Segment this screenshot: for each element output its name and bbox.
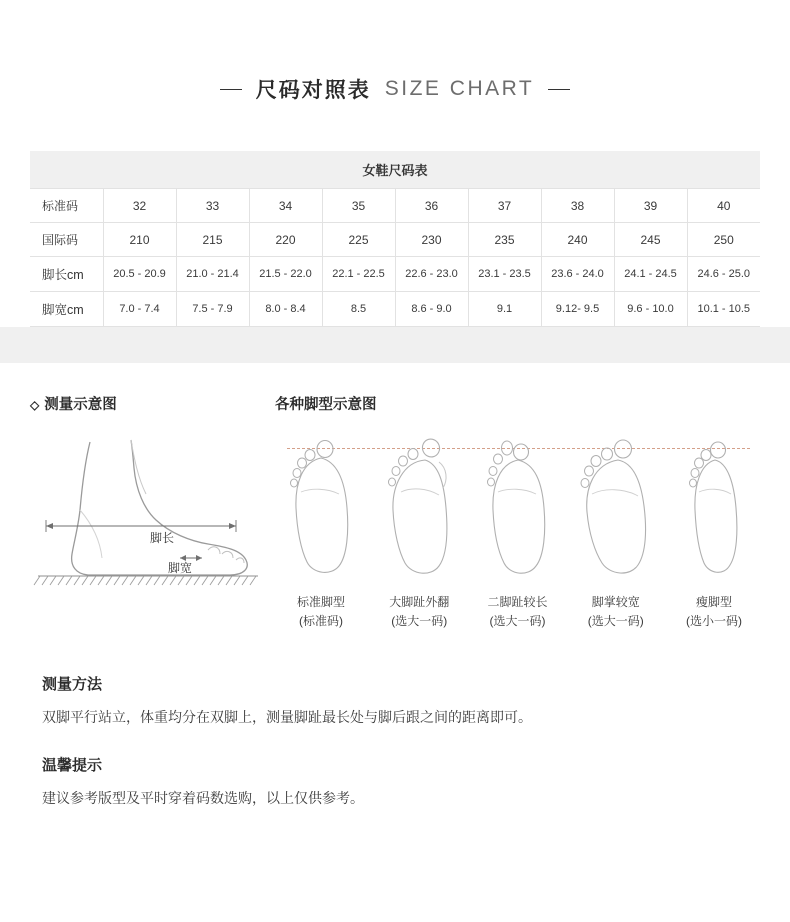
- section-divider-band: [0, 327, 790, 363]
- cell: 240: [541, 223, 614, 257]
- size-table: [30, 151, 760, 327]
- cell: 24.1 - 24.5: [614, 257, 687, 292]
- cell: 21.5 - 22.0: [249, 257, 322, 292]
- foot-measure-illustration: [30, 432, 262, 617]
- foot-types-block: [275, 393, 760, 631]
- foot-type-name: 瘦脚型: [695, 595, 732, 609]
- measure-method-text: 双脚平行站立，体重均分在双脚上，测量脚趾最长处与脚后跟之间的距离即可。: [42, 709, 532, 725]
- foot-type-caption: [373, 593, 465, 631]
- width-label: 脚宽: [168, 561, 193, 575]
- row-label-standard: 标准码: [30, 189, 103, 223]
- cell: 10.1 - 10.5: [687, 292, 760, 327]
- cell: 24.6 - 25.0: [687, 257, 760, 292]
- cell: 34: [249, 189, 322, 223]
- cell: 245: [614, 223, 687, 257]
- foot-type-item: [472, 432, 564, 631]
- size-table-wrapper: [30, 151, 760, 327]
- cell: 38: [541, 189, 614, 223]
- measure-diagram-title-text: 测量示意图: [44, 397, 117, 413]
- foot-type-name: 脚掌较宽: [591, 595, 640, 609]
- cell: 235: [468, 223, 541, 257]
- foot-types-title: 各种脚型示意图: [275, 397, 377, 413]
- diagrams-section: [30, 393, 760, 631]
- cell: 8.6 - 9.0: [395, 292, 468, 327]
- bottom-info-section: [42, 673, 748, 809]
- cell: 33: [176, 189, 249, 223]
- cell: 35: [322, 189, 395, 223]
- tip-title: 温馨提示: [42, 757, 103, 774]
- foot-shape-narrow-icon: [674, 432, 754, 582]
- title-english: SIZE CHART: [384, 77, 535, 100]
- cell: 39: [614, 189, 687, 223]
- measure-diagram-title: [30, 393, 275, 414]
- cell: 225: [322, 223, 395, 257]
- cell: 9.6 - 10.0: [614, 292, 687, 327]
- tip-text: 建议参考版型及平时穿着码数选购，以上仅供参考。: [42, 790, 364, 806]
- cell: 7.0 - 7.4: [103, 292, 176, 327]
- foot-type-item: [275, 432, 367, 631]
- right-dash-divider: [548, 89, 570, 90]
- row-label-foot-width: 脚宽cm: [30, 292, 103, 327]
- foot-type-caption: [668, 593, 760, 631]
- foot-type-advice: (选大一码): [489, 614, 546, 628]
- foot-type-name: 二脚趾较长: [487, 595, 548, 609]
- foot-shape-bunion-icon: [379, 432, 459, 582]
- cell: 32: [103, 189, 176, 223]
- cell: 8.5: [322, 292, 395, 327]
- cell: 23.6 - 24.0: [541, 257, 614, 292]
- row-label-foot-length: 脚长cm: [30, 257, 103, 292]
- table-row: [30, 292, 760, 327]
- cell: 215: [176, 223, 249, 257]
- measure-method-title: 测量方法: [42, 676, 103, 693]
- cell: 20.5 - 20.9: [103, 257, 176, 292]
- cell: 210: [103, 223, 176, 257]
- foot-type-item: [373, 432, 465, 631]
- spacer: [42, 728, 748, 754]
- cell: 21.0 - 21.4: [176, 257, 249, 292]
- table-row: [30, 257, 760, 292]
- page-title: [220, 74, 570, 104]
- cell: 8.0 - 8.4: [249, 292, 322, 327]
- cell: 37: [468, 189, 541, 223]
- cell: 9.1: [468, 292, 541, 327]
- cell: 9.12- 9.5: [541, 292, 614, 327]
- page-header: [0, 0, 790, 114]
- foot-type-name: 标准脚型: [296, 595, 345, 609]
- foot-type-advice: (标准码): [299, 614, 343, 628]
- length-label: 脚长: [150, 531, 175, 545]
- cell: 22.1 - 22.5: [322, 257, 395, 292]
- cell: 250: [687, 223, 760, 257]
- foot-type-caption: [275, 593, 367, 631]
- cell: 40: [687, 189, 760, 223]
- foot-type-advice: (选小一码): [686, 614, 742, 628]
- cell: 36: [395, 189, 468, 223]
- foot-type-item: [570, 432, 662, 631]
- foot-type-name: 大脚趾外翻: [389, 595, 450, 609]
- cell: 220: [249, 223, 322, 257]
- left-dash-divider: [220, 89, 242, 90]
- foot-type-caption: [570, 593, 662, 631]
- foot-shape-wide-icon: [576, 432, 656, 582]
- foot-shape-standard-icon: [281, 432, 361, 582]
- measure-diagram-block: [30, 393, 275, 631]
- cell: 7.5 - 7.9: [176, 292, 249, 327]
- foot-type-caption: [472, 593, 564, 631]
- foot-types-row: [275, 432, 760, 631]
- title-chinese: 尺码对照表: [255, 79, 371, 102]
- cell: 22.6 - 23.0: [395, 257, 468, 292]
- table-row: [30, 223, 760, 257]
- table-row: [30, 189, 760, 223]
- diamond-icon: ◇: [30, 398, 40, 412]
- row-label-international: 国际码: [30, 223, 103, 257]
- cell: 23.1 - 23.5: [468, 257, 541, 292]
- foot-type-advice: (选大一码): [391, 614, 448, 628]
- foot-shape-long-second-toe-icon: [478, 432, 558, 582]
- table-caption: 女鞋尺码表: [30, 151, 760, 189]
- foot-type-advice: (选大一码): [587, 614, 644, 628]
- table-caption-row: [30, 151, 760, 189]
- cell: 230: [395, 223, 468, 257]
- foot-type-item: [668, 432, 760, 631]
